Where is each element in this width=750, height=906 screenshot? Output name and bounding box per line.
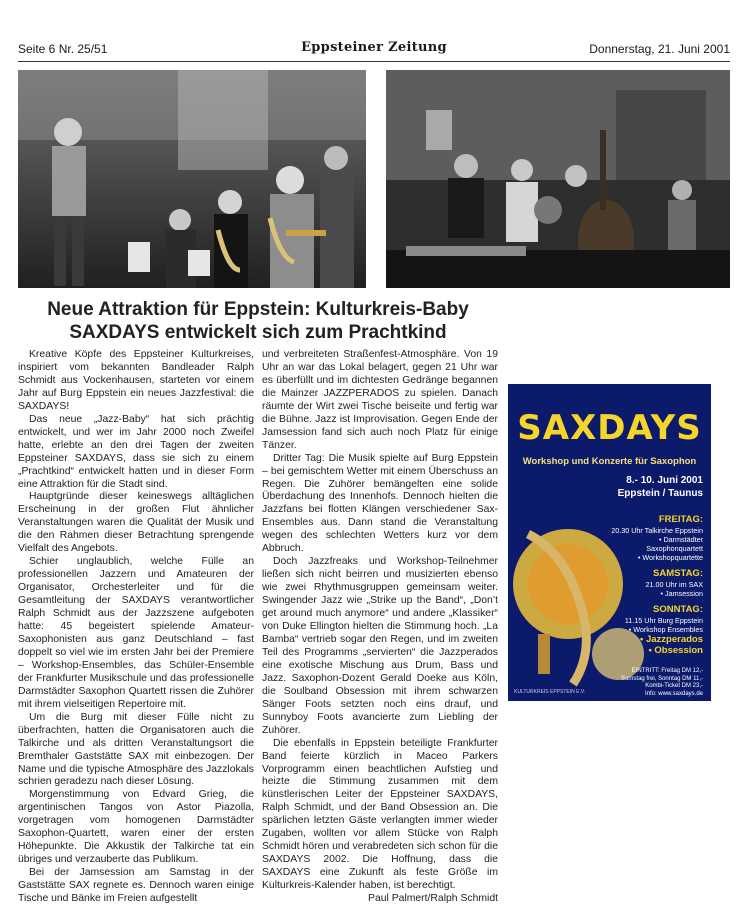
poster-dates: [618, 474, 703, 500]
poster-line: • Jazzperados: [640, 634, 703, 645]
article-headline: [18, 298, 498, 344]
poster-price-line: Kombi-Ticket DM 23,-: [645, 683, 703, 689]
headline-line-1: Neue Attraktion für Eppstein: Kulturkreis-Baby: [47, 299, 469, 320]
paragraph: Dritter Tag: Die Musik spielte auf Burg Eppstein – bei gemischtem Wetter mit einem Überschuss an Regen. Die Zuhörer bemängelten eine solide Überdachung des Innenhofs. Dennoch hielten die Jazzfans bei flotten Klängen verschiedener Sax-Ensembles aus. Dann stand die Veranstaltung wegen des schlechten Wetters kurz vor dem Abbruch.: [262, 452, 498, 555]
poster-day-label: SONNTAG:: [653, 604, 703, 615]
paragraph: Doch Jazzfreaks und Workshop-Teilnehmer ließen sich nicht beirren und musizierten ebenso wie zwei Rhythmusgruppen gemeinsam weiter. Swingender Jazz wie „Strike up the Band“, „Don’t get around much anymore“ und andere „Klassiker“ von Duke Ellington hielten die Stimmung hoch. „La Bamba“ vertrieb sogar den Regen, und im zweiten Teil des Programms „servierten“ die Jazzperados eine exotische Mischung aus Drum, Bass und Jazz. Saxophon-Dozent Gerald Doeke aus Köln, die Soulband Obsession mit ihrem schwarzen Sänger Foots setzten noch eins drauf, und Sunnyboy Foots avancierte zum Liebling der Zuhörer.: [262, 556, 498, 736]
poster-line: 20.30 Uhr Talkirche Eppstein: [611, 526, 703, 535]
photo-jazz-trio: [386, 70, 730, 288]
poster-price-line: Samstag frei, Sonntag DM 11,-: [621, 675, 703, 682]
page-number: Seite 6 Nr. 25/51: [18, 42, 108, 56]
poster-subtitle: Workshop und Konzerte für Saxophon: [522, 456, 697, 467]
paragraph: Die ebenfalls in Eppstein beteiligte Frankfurter Band feierte kürzlich in Maceo Parkers Vorprogramm einen beachtlichen Aufstieg und heizte die Stimmung zusammen mit dem künstlerischen Leiter der Eppsteiner SAXDAYS, Ralph Schmidt, und der Band Obsession an. Die spärlichen letzten Gäste verlangten immer wieder Zugaben, wollten vor allem Stücke von Ralph Schmidt hören und verabredeten sich schon für die SAXDAYS 2002. Die Hoffnung, dass die SAXDAYS eine Zukunft als feste Größe im Kulturkreis-Kalender haben, ist berechtigt.: [262, 737, 498, 892]
poster-place: Eppstein / Taunus: [617, 488, 703, 499]
issue-date: Donnerstag, 21. Juni 2001: [589, 42, 730, 56]
article-column-1: [18, 349, 254, 906]
masthead: Eppsteiner Zeitung: [301, 40, 447, 55]
paragraph: Bei der Jamsession am Samstag in der Gaststätte SAX regnete es. Dennoch waren einige Tische und Bänke im Freien aufgestellt: [18, 867, 254, 905]
poster-schedule: [603, 508, 703, 698]
photo-band-concert: [18, 70, 366, 288]
poster-line: • Jamsession: [660, 589, 703, 598]
poster-line: • Workshop Ensembles: [628, 625, 703, 634]
poster-price-line: Info: www.saxdays.de: [644, 690, 703, 697]
paragraph: Kreative Köpfe des Eppsteiner Kulturkreises, inspiriert vom bekannten Bandleader Ralph Schmidt aus Vockenhausen, starteten vor einem Jahr auf Burg Eppstein ein neues Jazzfestival: die SAXDAYS!: [18, 349, 254, 412]
paragraph: Um die Burg mit dieser Fülle nicht zu überfrachten, hatten die Organisatoren auch die Talkirche und als dritten Veranstaltungsort die Bremthaler Gaststätte SAX mit einbezogen. Der Name und die typische Atmosphäre des Jazzlokals schrien geradezu nach dieser Lösung.: [18, 711, 254, 788]
poster-line: 21.00 Uhr im SAX: [645, 580, 703, 589]
paragraph: Das neue „Jazz-Baby“ hat sich prächtig entwickelt, und wer im Jahr 2000 noch Zweifel hatte, erlebte an den drei Tagen der zweiten Eppsteiner SAXDAYS, dass sie sich zu einem „Prachtkind“ entwickelt hatten und in dieser Form eine Attraktion für die Stadt sind.: [18, 413, 254, 490]
header-rule: [18, 61, 730, 62]
poster-day-label: FREITAG:: [658, 514, 703, 525]
poster-prices: [603, 668, 703, 698]
poster-sponsor: KULTURKREIS EPPSTEIN E.V.: [514, 689, 586, 695]
article-column-2: [262, 349, 498, 906]
saxdays-poster: [508, 384, 711, 701]
poster-line: 11.15 Uhr Burg Eppstein: [624, 616, 703, 625]
poster-title: SAXDAYS: [517, 408, 702, 448]
poster-date-range: 8.- 10. Juni 2001: [626, 475, 703, 486]
headline-line-2: SAXDAYS entwickelt sich zum Prachtkind: [69, 322, 447, 343]
paragraph: und verbreiteten Straßenfest-Atmosphäre. Von 19 Uhr an war das Lokal belagert, gegen 21 Uhr war es überfüllt und im dichtesten Gedränge begannen die Mainzer JAZZPERADOS zu spielen. Danach räumte der Wirt zwei Tische beiseite und fertig war die Bühne. Jazz ist Improvisation. Gegen Ende der Jamsession fand sich auch noch Platz für einige Tänzer.: [262, 349, 498, 451]
poster-line: • Workshopquartette: [637, 553, 703, 562]
paragraph: Hauptgründe dieser keineswegs alltäglichen Erscheinung in der großen Flut ähnlicher Veranstaltungen waren die Qualität der Musik und die den Rahmen dieser Betrachtung sprengende Vielfalt des Angebots.: [18, 491, 254, 555]
paragraph: Schier unglaublich, welche Fülle an professionellen Jazzern und Amateuren der Organisator, Orchesterleiter und für die Gesamtleitung der SAXDAYS verantwortlicher Ralph Schmidt aus der Jazzszene aufgeboten hatte: 45 begeistert spielende Amateur-Saxophonisten aus ganz Deutschland – fast doppelt so viel wie im ersten Jahr bei der Premiere – Workshop-Ensembles, das Schüler-Ensemble der Frankfurter Musikschule und das professionelle Darmstädter Saxophon Quartett rissen die Zuhörer mit ihrem vielseitigen Repertoire mit.: [18, 556, 254, 710]
poster-line: • Darmstädter Saxophonquartett: [646, 535, 703, 553]
paragraph: Morgenstimmung von Edvard Grieg, die argentinischen Tangos von Astor Piazolla, vorgetragen vom homogenen Darmstädter Saxophon-Quartett, waren einer der ersten Höhepunkte. Die Akkustik der Talkirche tat ein übriges und verzauberte das Publikum.: [18, 789, 254, 866]
byline: Paul Palmert/Ralph Schmidt: [368, 893, 498, 905]
poster-price-line: EINTRITT: Freitag DM 12,-: [631, 668, 703, 674]
poster-day-label: SAMSTAG:: [653, 568, 703, 579]
page-header: [18, 38, 730, 58]
poster-line: • Obsession: [648, 645, 703, 656]
